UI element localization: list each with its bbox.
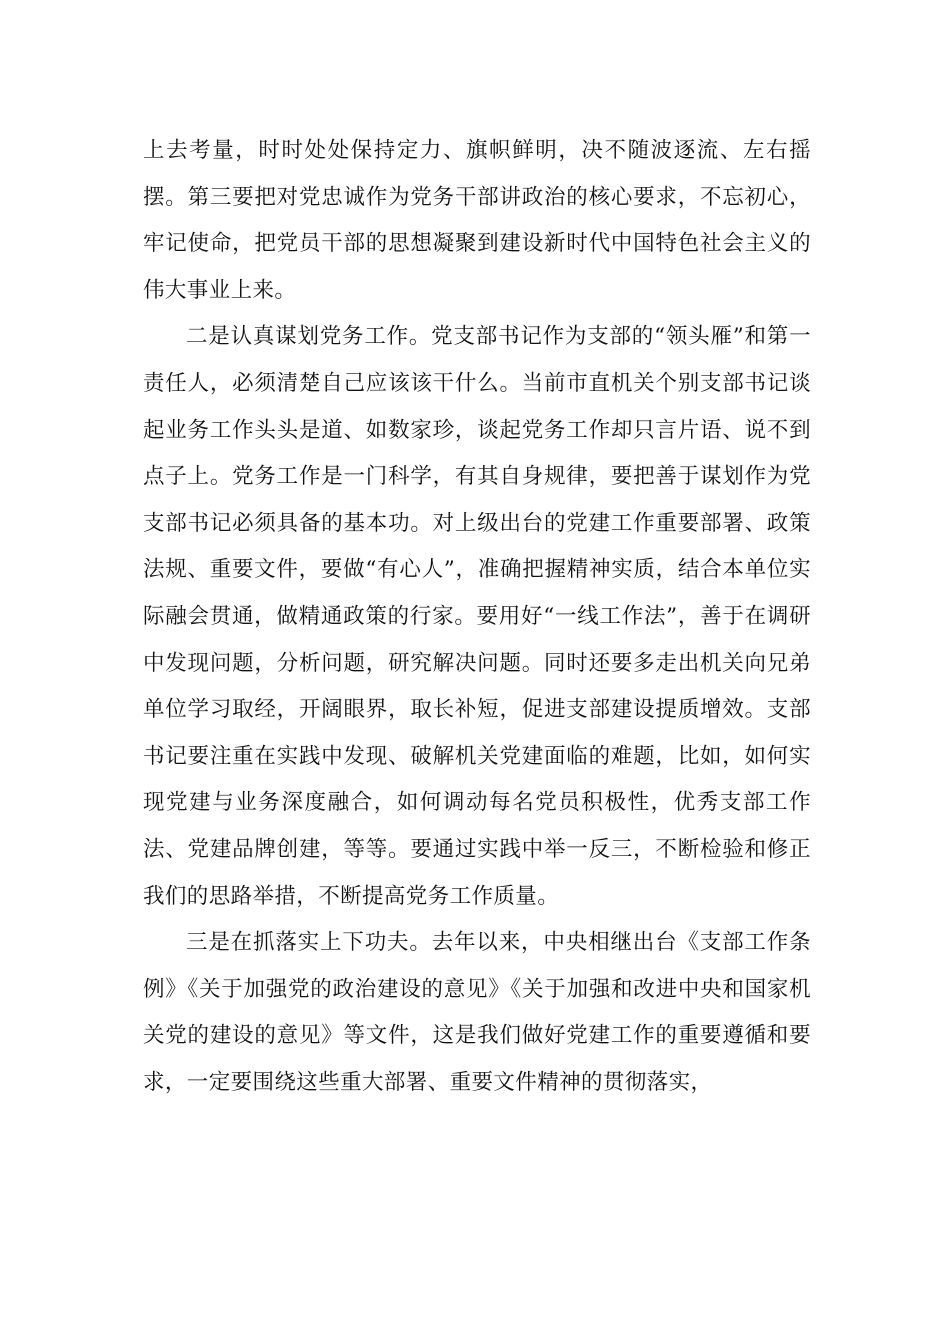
paragraph-planning-party-work: 二是认真谋划党务工作。党支部书记作为支部的“领头雁”和第一责任人，必须清楚自己应该该干什么。当前市直机关个别支部书记谈起业务工作头头是道、如数家珍，谈起党务工作却只言片语、说不到点子上。党务工作是一门科学，有其自身规律，要把善于谋划作为党支部书记必须具备的基本功。对上级出台的党建工作重要部署、政策法规、重要文件，要做“有心人”，准确把握精神实质，结合本单位实际融会贯通，做精通政策的行家。要用好“一线工作法”，善于在调研中发现问题，分析问题，研究解决问题。同时还要多走出机关向兄弟单位学习取经，开阔眼界，取长补短，促进支部建设提质增效。支部书记要注重在实践中发现、破解机关党建面临的难题，比如，如何实现党建与业务深度融合，如何调动每名党员积极性，优秀支部工作法、党建品牌创建，等等。要通过实践中举一反三，不断检验和修正我们的思路举措，不断提高党务工作质量。	[143, 324, 811, 909]
paragraph-continuation: 上去考量，时时处处保持定力、旗帜鲜明，决不随波逐流、左右摇摆。第三要把对党忠诚作为党务干部讲政治的核心要求，不忘初心，牢记使命，把党员干部的思想凝聚到建设新时代中国特色社会主义的伟大事业上来。	[143, 138, 811, 303]
document-body	[143, 128, 811, 1106]
paragraph-implementation: 三是在抓落实上下功夫。去年以来，中央相继出台《支部工作条例》《关于加强党的政治建设的意见》《关于加强和改进中央和国家机关党的建设的意见》等文件，这是我们做好党建工作的重要遵循和要求，一定要围绕这些重大部署、重要文件精神的贯彻落实，	[143, 930, 811, 1095]
